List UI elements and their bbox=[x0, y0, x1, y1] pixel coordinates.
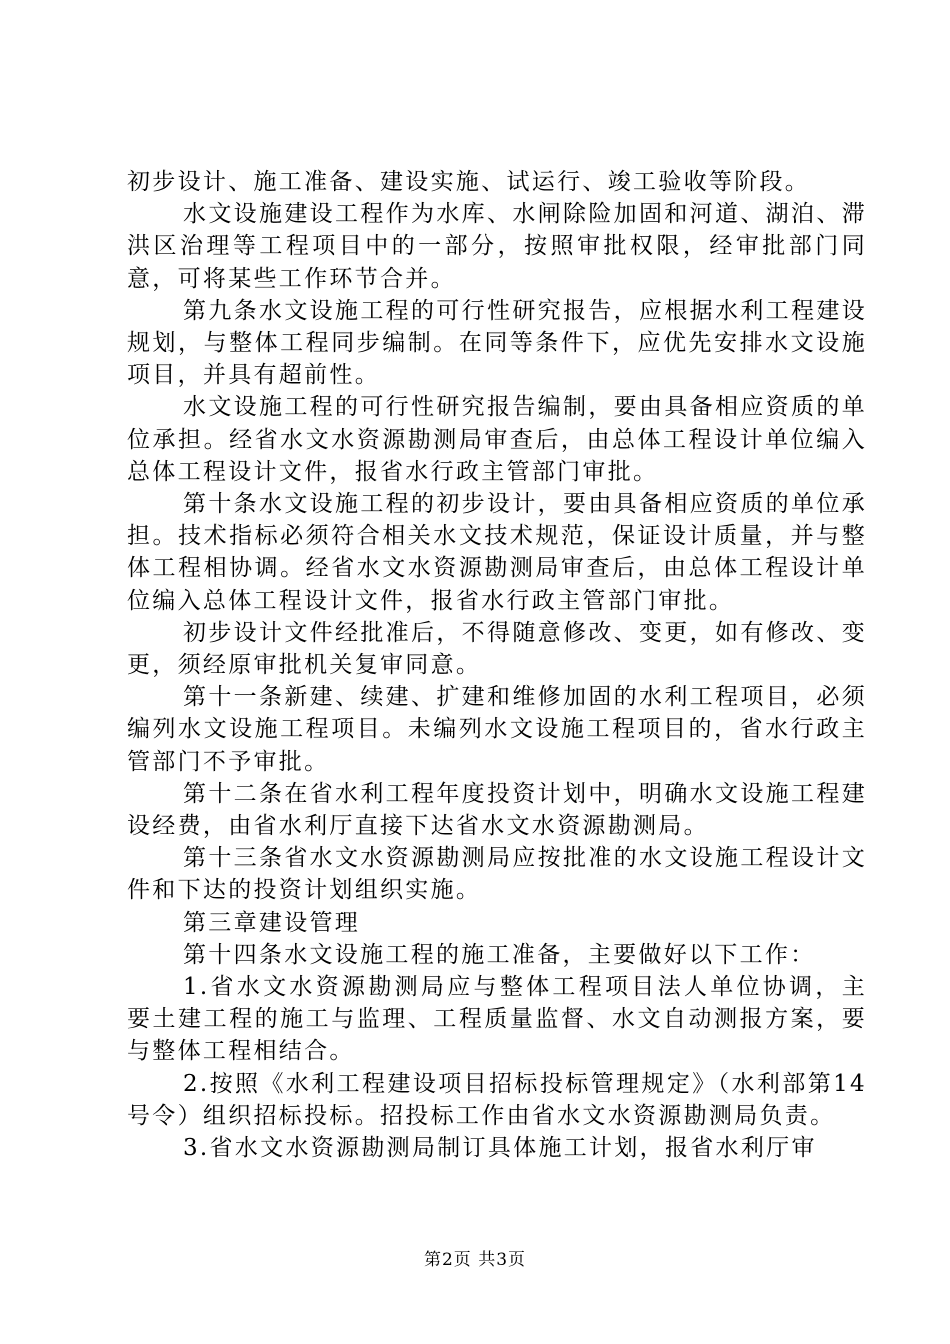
paragraph: 水文设施工程的可行性研究报告编制，要由具备相应资质的单位承担。经省水文水资源勘测局审查后，由总体工程设计单位编入总体工程设计文件，报省水行政主管部门审批。 bbox=[127, 394, 867, 485]
paragraph: 第九条水文设施工程的可行性研究报告，应根据水利工程建设规划，与整体工程同步编制。在同等条件下，应优先安排水文设施项目，并具有超前性。 bbox=[127, 297, 867, 389]
page-number-footer: 第2页 共3页 bbox=[423, 1250, 527, 1270]
paragraph: 初步设计、施工准备、建设实施、试运行、竣工验收等阶段。 bbox=[127, 169, 811, 195]
paragraph: 初步设计文件经批准后，不得随意修改、变更，如有修改、变更，须经原审批机关复审同意。 bbox=[127, 619, 867, 679]
paragraph: 第十条水文设施工程的初步设计，要由具备相应资质的单位承担。技术指标必须符合相关水文技术规范，保证设计质量，并与整体工程相协调。经省水文水资源勘测局审查后，由总体工程设计单位编入总体工程设计文件，报省水行政主管部门审批。 bbox=[127, 491, 867, 614]
list-item: 1.省水文水资源勘测局应与整体工程项目法人单位协调，主要土建工程的施工与监理、工程质量监督、水文自动测报方案，要与整体工程相结合。 bbox=[127, 974, 867, 1065]
chapter-heading: 第三章建设管理 bbox=[183, 909, 361, 936]
list-item: 3.省水文水资源勘测局制订具体施工计划，报省水利厅审 bbox=[183, 1135, 817, 1162]
paragraph: 水文设施建设工程作为水库、水闸除险加固和河道、湖泊、滞洪区治理等工程项目中的一部分，按照审批权限，经审批部门同意，可将某些工作环节合并。 bbox=[127, 201, 867, 292]
paragraph: 第十一条新建、续建、扩建和维修加固的水利工程项目，必须编列水文设施工程项目。未编列水文设施工程项目的，省水行政主管部门不予审批。 bbox=[127, 684, 867, 775]
paragraph: 第十三条省水文水资源勘测局应按批准的水文设施工程设计文件和下达的投资计划组织实施。 bbox=[127, 845, 867, 904]
document-body bbox=[127, 166, 867, 1164]
paragraph: 第十二条在省水利工程年度投资计划中，明确水文设施工程建设经费，由省水利厅直接下达省水文水资源勘测局。 bbox=[127, 780, 867, 840]
list-item: 2.按照《水利工程建设项目招标投标管理规定》（水利部第14号令）组织招标投标。招投标工作由省水文水资源勘测局负责。 bbox=[127, 1070, 867, 1129]
paragraph: 第十四条水文设施工程的施工准备，主要做好以下工作： bbox=[183, 941, 816, 968]
